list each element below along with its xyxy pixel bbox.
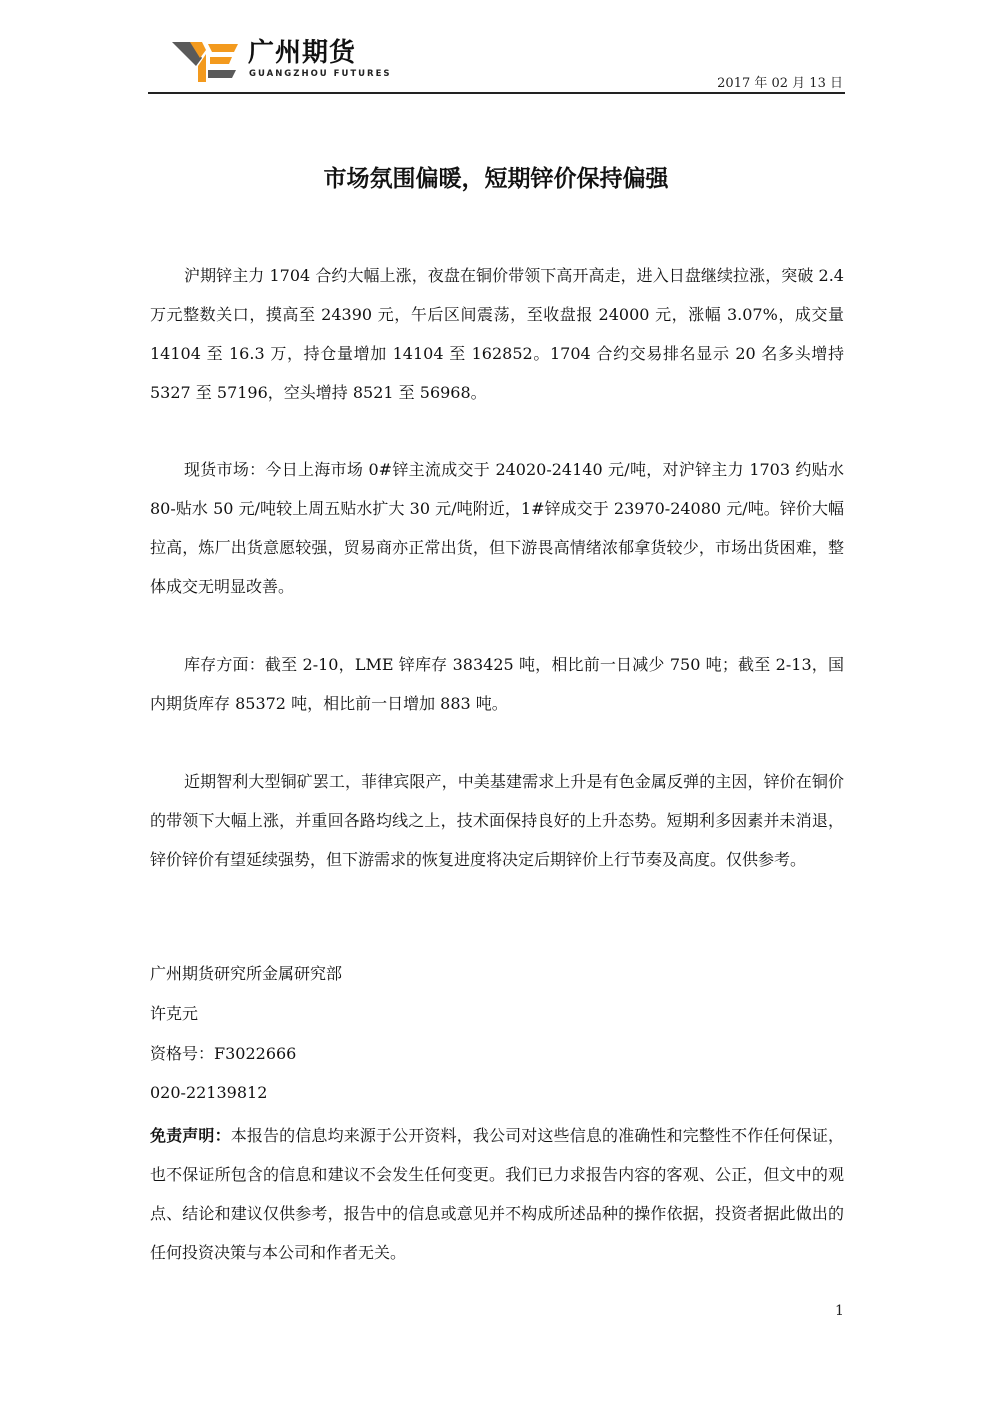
author-phone: 020-22139812 [150,1083,268,1102]
author-qualification: 资格号：F3022666 [150,1044,297,1063]
paragraph-outlook: 近期智利大型铜矿罢工，菲律宾限产，中美基建需求上升是有色金属反弹的主因，锌价在铜价的带领下大幅上涨，并重回各路均线之上，技术面保持良好的上升态势。短期利多因素并未消退，锌价锌价有望延续强势，但下游需求的恢复进度将决定后期锌价上行节奏及高度。仅供参考。 [150,772,844,869]
disclaimer-label: 免责声明： [150,1126,231,1145]
paragraph-market-summary: 沪期锌主力 1704 合约大幅上涨，夜盘在铜价带领下高开高走，进入日盘继续拉涨，突破 2.4 万元整数关口，摸高至 24390 元，午后区间震荡，至收盘报 24000 元，涨幅 3.07%，成交量 14104 至 16.3 万，持仓量增加 14104 至 162852。1704 合约交易排名显示 20 名多头增持 5327 至 57196，空头增持 8521 至 56968。 [150,266,844,402]
author-department: 广州期货研究所金属研究部 [150,964,343,983]
header-divider [148,92,845,94]
paragraph-inventory: 库存方面：截至 2-10，LME 锌库存 383425 吨，相比前一日减少 750 吨；截至 2-13，国内期货库存 85372 吨，相比前一日增加 883 吨。 [150,655,844,713]
report-date: 2017 年 02 月 13 日 [717,76,843,91]
company-logo [172,38,402,84]
disclaimer [150,1116,844,1272]
paragraph-spot-market: 现货市场：今日上海市场 0#锌主流成交于 24020-24140 元/吨，对沪锌主力 1703 约贴水 80-贴水 50 元/吨较上周五贴水扩大 30 元/吨附近，1#锌成交于 23970-24080 元/吨。锌价大幅拉高，炼厂出货意愿较强，贸易商亦正常出货，但下游畏高情绪浓郁拿货较少，市场出货困难，整体成交无明显改善。 [150,460,844,596]
page-header [148,38,845,94]
author-name: 许克元 [150,1004,199,1023]
disclaimer-text: 本报告的信息均来源于公开资料，我公司对这些信息的准确性和完整性不作任何保证，也不保证所包含的信息和建议不会发生任何变更。我们已力求报告内容的客观、公正，但文中的观点、结论和建议仅供参考，报告中的信息或意见并不构成所述品种的操作依据，投资者据此做出的任何投资决策与本公司和作者无关。 [150,1126,844,1262]
gf-logo-icon [172,40,240,82]
logo-english-name: GUANGZHOU FUTURES [249,69,392,79]
report-title: 市场氛围偏暖，短期锌价保持偏强 [323,166,669,192]
logo-chinese-name: 广州期货 [248,38,357,68]
page-number: 1 [835,1303,844,1319]
